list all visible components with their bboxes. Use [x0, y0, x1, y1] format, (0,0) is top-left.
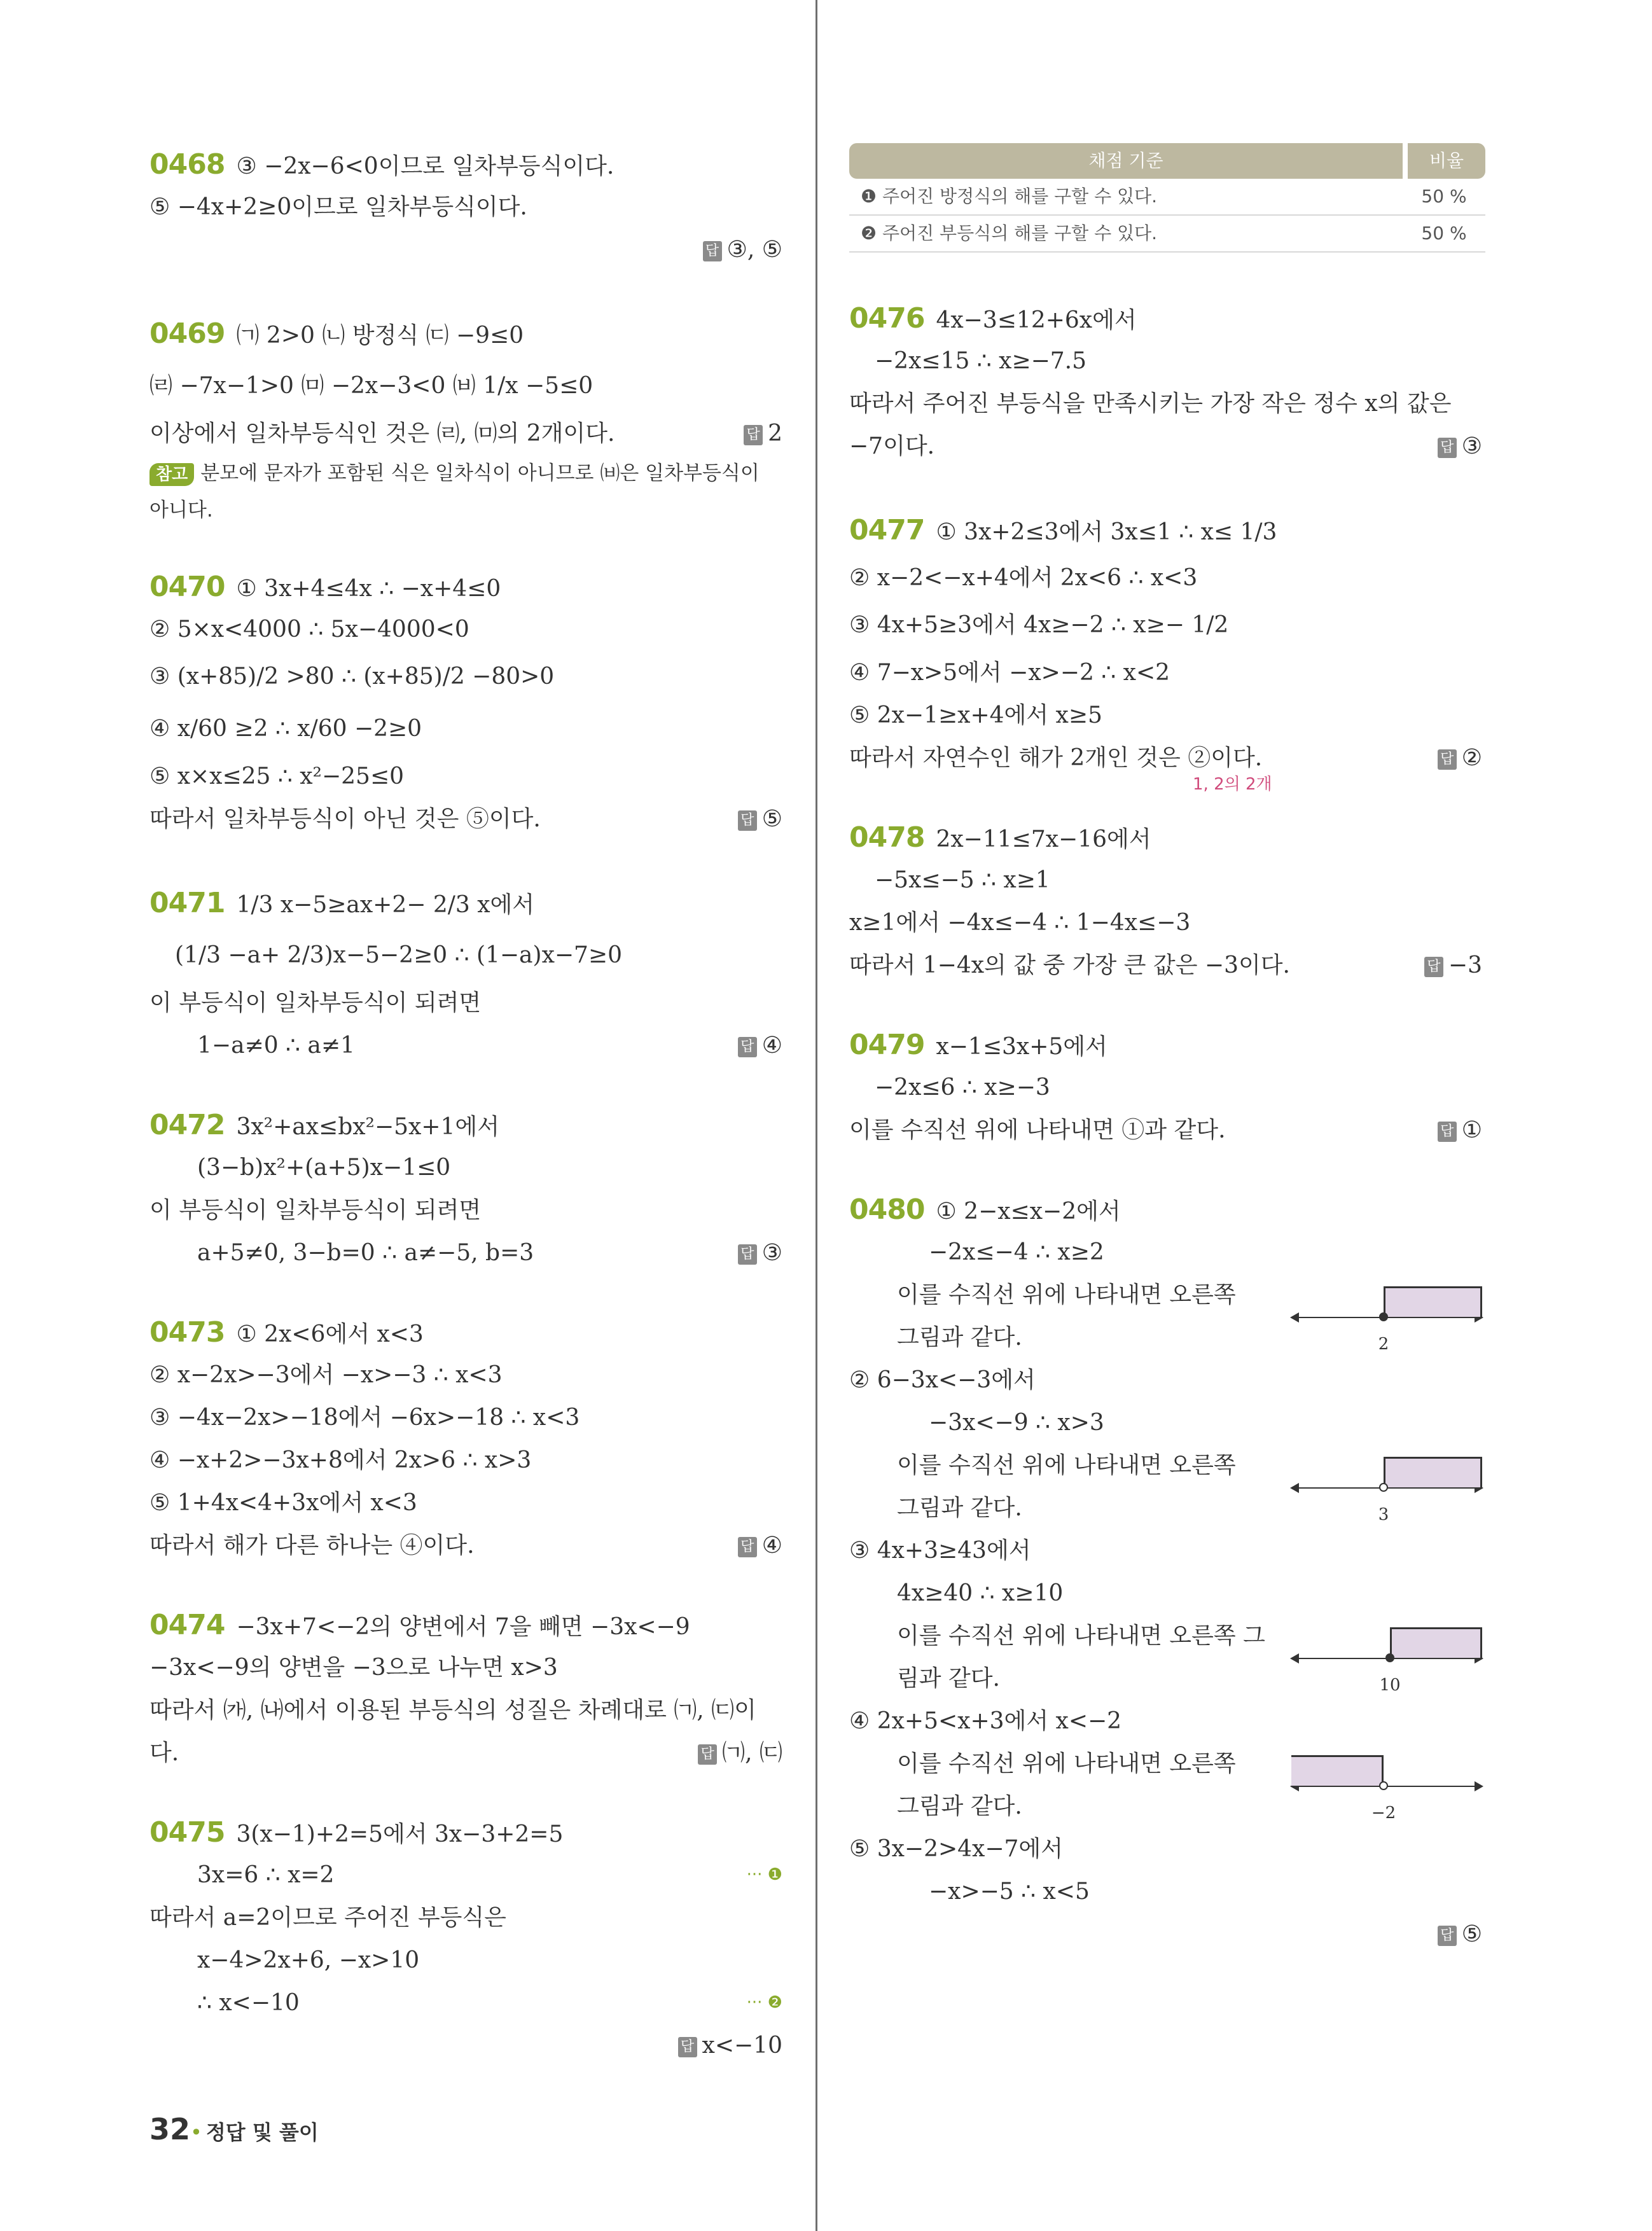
- solution-line: −3x<−9 ∴ x>3: [929, 1410, 1104, 1436]
- problem-0474: [149, 1604, 782, 1774]
- answer: 답 x<−10: [678, 2024, 782, 2067]
- solution-line: ∴ x<−10: [197, 1990, 300, 2016]
- solution-line: ㈀ 2>0 ㈁ 방정식 ㈂ −9≤0: [236, 323, 524, 349]
- solution-line: 이 부등식이 일차부등식이 되려면: [149, 1197, 482, 1223]
- answer-icon: 답: [678, 2037, 697, 2057]
- answer-icon: 답: [738, 1244, 757, 1265]
- solution-line: ⑤ −4x+2≥0이므로 일차부등식이다.: [149, 194, 527, 220]
- number-line-label: 2: [1378, 1335, 1389, 1354]
- solution-line: −3x+7<−2의 양변에서 7을 빼면 −3x<−9: [236, 1614, 690, 1640]
- solution-line: −x>−5 ∴ x<5: [929, 1879, 1090, 1905]
- page-number: 32: [149, 2112, 191, 2146]
- solution-line: 이 부등식이 일차부등식이 되려면: [149, 990, 482, 1016]
- solution-line: 4x≥40 ∴ x≥10: [897, 1580, 1064, 1606]
- footer-title: 정답 및 풀이: [205, 2120, 319, 2144]
- problem-0471: [149, 877, 782, 1067]
- solution-line: −2x≤−4 ∴ x≥2: [929, 1239, 1104, 1265]
- solution-line: 따라서 해가 다른 하나는 ④이다.: [149, 1533, 475, 1559]
- answer-icon: 답: [1438, 1122, 1457, 1142]
- answer: 답 ⑤: [738, 798, 782, 840]
- solution-line: ④ −x+2>−3x+8에서 2x>6 ∴ x>3: [149, 1447, 532, 1473]
- problem-number: 0479: [849, 1029, 925, 1061]
- solution-line: ③ (x+85)/2 >80 ∴ (x+85)/2 −80>0: [149, 664, 555, 690]
- note: [149, 455, 782, 529]
- solution-line: 그림과 같다.: [897, 1793, 1022, 1819]
- solution-line: ⑤ 2x−1≥x+4에서 x≥5: [849, 702, 1102, 728]
- problem-0475: [149, 1811, 782, 2067]
- step-marker: ··· ❶: [746, 1865, 782, 1884]
- answer: 답 ③, ⑤: [703, 228, 782, 271]
- answer-icon: 답: [744, 425, 763, 445]
- problem-number: 0472: [149, 1109, 225, 1141]
- solution-line: ⑤ 3x−2>4x−7에서: [849, 1836, 1063, 1862]
- solution-line: ⑤ x×x≤25 ∴ x²−25≤0: [149, 763, 405, 789]
- solution-line: ② 6−3x<−3에서: [849, 1367, 1036, 1393]
- problem-number: 0475: [149, 1816, 225, 1849]
- solution-line: ⑤ 1+4x<4+3x에서 x<3: [149, 1490, 417, 1516]
- problem-number: 0468: [149, 148, 225, 181]
- problem-number: 0480: [849, 1193, 925, 1226]
- solution-line: 따라서 주어진 부등식을 만족시키는 가장 작은 정수 x의 값은: [849, 391, 1452, 417]
- table-header-ratio: 비율: [1408, 143, 1485, 179]
- problem-0470: [149, 566, 782, 840]
- solution-line: 1/3 x−5≥ax+2− 2/3 x에서: [236, 892, 535, 918]
- column-divider: [816, 0, 817, 2231]
- table-header-criteria: 채점 기준: [849, 143, 1403, 179]
- problem-number: 0473: [149, 1316, 225, 1349]
- solution-line: ③ −4x−2x>−18에서 −6x>−18 ∴ x<3: [149, 1405, 580, 1431]
- scoring-table: [849, 143, 1485, 253]
- table-row: ❶ 주어진 방정식의 해를 구할 수 있다. 50 %: [849, 179, 1485, 216]
- solution-line: ① 2−x≤x−2에서: [936, 1199, 1121, 1225]
- solution-line: 따라서 일차부등식이 아닌 것은 ⑤이다.: [149, 806, 541, 832]
- answer: 답 ㈀, ㈂: [698, 1732, 782, 1774]
- note-badge: 참고: [149, 463, 194, 486]
- problem-0472: [149, 1104, 782, 1274]
- right-column: [849, 143, 1482, 1992]
- problem-number: 0471: [149, 887, 225, 919]
- solution-line: 그림과 같다.: [897, 1324, 1022, 1351]
- solution-line: 따라서 자연수인 해가 2개인 것은 ②이다.: [849, 745, 1263, 771]
- number-line-label: 10: [1379, 1676, 1401, 1695]
- solution-line: 이상에서 일차부등식인 것은 ㈃, ㈄의 2개이다.: [149, 420, 615, 447]
- solution-line: 2x−11≤7x−16에서: [936, 826, 1151, 852]
- answer-icon: 답: [738, 1037, 757, 1057]
- solution-line: −2x≤6 ∴ x≥−3: [875, 1074, 1050, 1101]
- answer: 답 ③: [738, 1232, 782, 1274]
- solution-line: x−1≤3x+5에서: [936, 1034, 1107, 1060]
- problem-number: 0470: [149, 571, 225, 603]
- problem-0473: [149, 1311, 782, 1567]
- solution-line: ④ 7−x>5에서 −x>−2 ∴ x<2: [849, 660, 1170, 686]
- solution-line: ② x−2<−x+4에서 2x<6 ∴ x<3: [849, 565, 1198, 591]
- solution-line: ② x−2x>−3에서 −x>−3 ∴ x<3: [149, 1362, 503, 1388]
- solution-line: ④ 2x+5<x+3에서 x<−2: [849, 1708, 1122, 1734]
- solution-line: 따라서 1−4x의 값 중 가장 큰 값은 −3이다.: [849, 952, 1290, 978]
- answer-icon: 답: [1438, 1926, 1457, 1946]
- solution-line: −5x≤−5 ∴ x≥1: [875, 867, 1050, 893]
- answer: 답 ②: [1438, 737, 1482, 779]
- step-marker: ··· ❷: [746, 1993, 782, 2012]
- solution-line: (1/3 −a+ 2/3)x−5−2≥0 ∴ (1−a)x−7≥0: [175, 942, 623, 968]
- bullet-icon: •: [190, 2120, 202, 2144]
- solution-line: ② 5×x<4000 ∴ 5x−4000<0: [149, 616, 469, 643]
- number-line-label: 3: [1378, 1505, 1389, 1524]
- problem-number: 0478: [849, 821, 925, 854]
- problem-0480: [849, 1188, 1482, 1956]
- solution-line: ① 3x+4≤4x ∴ −x+4≤0: [236, 576, 501, 602]
- solution-line: ③ 4x+3≥43에서: [849, 1538, 1031, 1564]
- problem-0468: [149, 143, 782, 271]
- answer-icon: 답: [1424, 957, 1443, 977]
- solution-line: −3x<−9의 양변을 −3으로 나누면 x>3: [149, 1655, 558, 1681]
- problem-0477: [849, 504, 1482, 794]
- answer: 답 −3: [1424, 944, 1482, 987]
- solution-line: ③ −2x−6<0이므로 일차부등식이다.: [236, 153, 614, 179]
- problem-number: 0476: [849, 302, 925, 335]
- solution-line: 3x=6 ∴ x=2: [197, 1862, 335, 1888]
- solution-line: 4x−3≤12+6x에서: [936, 307, 1137, 333]
- solution-line: 따라서 ㈎, ㈏에서 이용된 부등식의 성질은 차례대로 ㈀, ㈂이: [149, 1697, 756, 1723]
- solution-line: ㈃ −7x−1>0 ㈄ −2x−3<0 ㈅ 1/x −5≤0: [149, 373, 593, 399]
- note-text: 분모에 문자가 포함된 식은 일차식이 아니므로 ㈅은 일차부등식이 아니다.: [149, 462, 760, 522]
- solution-line: 이를 수직선 위에 나타내면 오른쪽: [897, 1452, 1236, 1478]
- problem-0476: [849, 297, 1482, 468]
- left-column: [149, 143, 782, 2104]
- solution-line: a+5≠0, 3−b=0 ∴ a≠−5, b=3: [197, 1240, 534, 1266]
- problem-0478: [849, 816, 1482, 987]
- answer-icon: 답: [1438, 749, 1457, 770]
- solution-line: 3(x−1)+2=5에서 3x−3+2=5: [236, 1821, 564, 1847]
- problem-0479: [849, 1024, 1482, 1151]
- answer-icon: 답: [698, 1744, 717, 1765]
- solution-line: −2x≤15 ∴ x≥−7.5: [875, 348, 1087, 374]
- solution-line: 1−a≠0 ∴ a≠1: [197, 1032, 355, 1059]
- answer: 답 ③: [1438, 425, 1482, 468]
- solution-line: 다.: [149, 1740, 179, 1766]
- solution-line: −7이다.: [849, 433, 935, 459]
- answer: 답 2: [744, 412, 782, 455]
- solution-line: 이를 수직선 위에 나타내면 오른쪽: [897, 1282, 1236, 1308]
- table-row: ❷ 주어진 부등식의 해를 구할 수 있다. 50 %: [849, 216, 1485, 253]
- problem-0469: [149, 308, 782, 529]
- answer-icon: 답: [1438, 438, 1457, 458]
- solution-line: x−4>2x+6, −x>10: [197, 1947, 420, 1973]
- answer-icon: 답: [738, 810, 757, 831]
- problem-number: 0469: [149, 317, 225, 350]
- solution-line: 림과 같다.: [897, 1665, 1000, 1692]
- number-line-label: −2: [1371, 1804, 1396, 1823]
- solution-line: ① 3x+2≤3에서 3x≤1 ∴ x≤ 1/3: [936, 519, 1277, 545]
- answer: 답 ④: [738, 1024, 782, 1067]
- answer: 답 ①: [1438, 1109, 1482, 1151]
- solution-line: ③ 4x+5≥3에서 4x≥−2 ∴ x≥− 1/2: [849, 612, 1229, 638]
- solution-line: 이를 수직선 위에 나타내면 ①과 같다.: [849, 1117, 1226, 1143]
- page-footer: [149, 2112, 319, 2146]
- solution-line: x≥1에서 −4x≤−4 ∴ 1−4x≤−3: [849, 910, 1191, 936]
- solution-line: 이를 수직선 위에 나타내면 오른쪽 그: [897, 1623, 1265, 1649]
- answer: 답 ④: [738, 1524, 782, 1567]
- solution-line: (3−b)x²+(a+5)x−1≤0: [197, 1155, 451, 1181]
- solution-line: 따라서 a=2이므로 주어진 부등식은: [149, 1905, 506, 1931]
- answer-icon: 답: [703, 241, 722, 261]
- solution-line: 3x²+ax≤bx²−5x+1에서: [236, 1114, 499, 1140]
- solution-line: 이를 수직선 위에 나타내면 오른쪽: [897, 1751, 1236, 1777]
- problem-number: 0474: [149, 1609, 225, 1641]
- pink-annotation: 1, 2의 2개: [1193, 775, 1272, 794]
- answer: 답 ⑤: [1438, 1913, 1482, 1956]
- solution-line: ④ x/60 ≥2 ∴ x/60 −2≥0: [149, 716, 422, 742]
- problem-number: 0477: [849, 514, 925, 546]
- solution-line: ① 2x<6에서 x<3: [236, 1321, 424, 1347]
- answer-icon: 답: [738, 1537, 757, 1557]
- solution-line: 그림과 같다.: [897, 1495, 1022, 1521]
